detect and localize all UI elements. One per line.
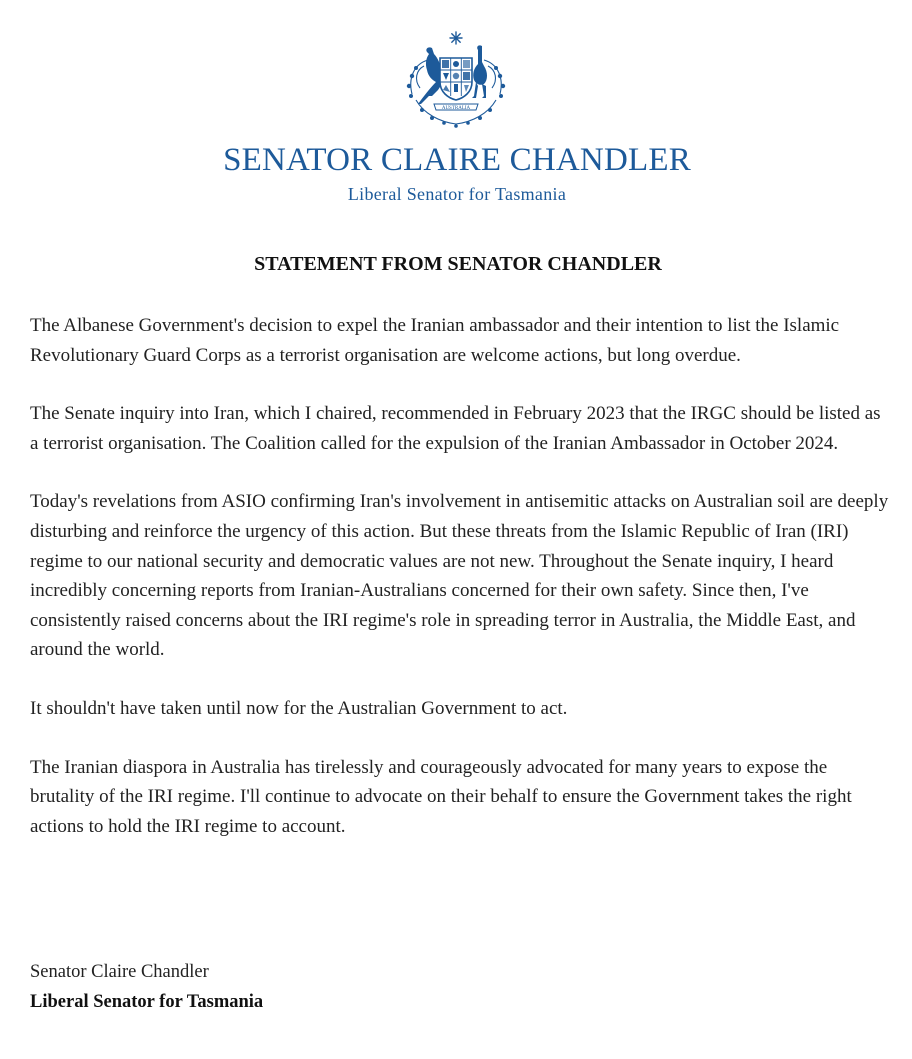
statement-heading: STATEMENT FROM SENATOR CHANDLER (254, 253, 662, 275)
commonwealth-star-icon (450, 32, 462, 44)
statement-paragraph: It shouldn't have taken until now for the Australian Government to act. (30, 697, 568, 719)
crest-motto: AUSTRALIA (441, 106, 471, 111)
statement-paragraph: Today's revelations from ASIO confirming Iran's involvement in antisemitic attacks on Australian soil are deeply disturbing and reinforce the urgency of this action. But these threats from the Islamic Republic of Iran (IRI) regime to our national security and democratic values are not new. Throughout the Senate inquiry, I heard incredibly concerning reports from Iranian-Australians concerned for their own safety. Since then, I've consistently raised concerns about the IRI regime's role in spreading terror in Australia, the Middle East, and around the world. (30, 491, 889, 661)
signoff-title: Liberal Senator for Tasmania (30, 991, 264, 1012)
senator-role: Liberal Senator for Tasmania (347, 184, 567, 204)
statement-paragraph: The Albanese Government's decision to expel the Iranian ambassador and their intention to list the Islamic Revolutionary Guard Corps as a terrorist organisation are welcome actions, but long overdue. (30, 315, 840, 366)
senator-name: SENATOR CLAIRE CHANDLER (223, 142, 691, 178)
statement-body (30, 311, 892, 870)
coat-of-arms-icon (398, 30, 514, 130)
statement-paragraph: The Senate inquiry into Iran, which I chaired, recommended in February 2023 that the IRGC should be listed as a terrorist organisation. The Coalition called for the expulsion of the Iranian Ambassador in October 2024. (30, 403, 881, 454)
signoff (30, 958, 630, 1017)
signoff-name: Senator Claire Chandler (30, 962, 209, 982)
statement-paragraph: The Iranian diaspora in Australia has tirelessly and courageously advocated for many years to expose the brutality of the IRI regime. I'll continue to advocate on their behalf to ensure the Government takes the right actions to hold the IRI regime to account. (30, 756, 852, 837)
